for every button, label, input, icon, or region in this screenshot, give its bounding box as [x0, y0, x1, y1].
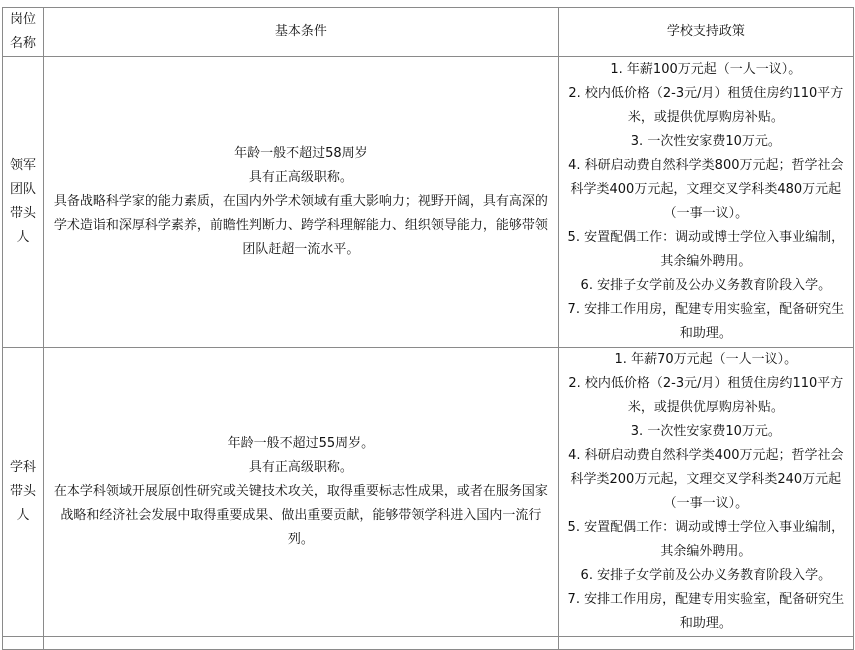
- conditions-cell: [44, 57, 559, 348]
- policy-cell: [558, 57, 853, 348]
- header-conditions: 基本条件: [44, 8, 559, 57]
- policy-item: 7. 安排工作用房，配建专用实验室，配备研究生和助理。: [567, 592, 845, 631]
- empty-cell: [3, 637, 44, 650]
- table-row: [3, 57, 854, 348]
- conditions-cell: [44, 348, 559, 637]
- header-position: 岗位名称: [3, 8, 44, 57]
- table-header-row: [3, 8, 854, 57]
- policy-item: 7. 安排工作用房，配建专用实验室，配备研究生和助理。: [567, 302, 845, 341]
- table-row: [3, 348, 854, 637]
- condition-line: 在本学科领域开展原创性研究或关键技术攻关，取得重要标志性成果，或者在服务国家战略和经济社会发展中取得重要成果、做出重要贡献，能够带领学科进入国内一流行列。: [53, 484, 548, 547]
- policy-item: 3. 一次性安家费10万元。: [630, 424, 781, 439]
- policy-item: 2. 校内低价格（2-3元/月）租赁住房约110平方米，或提供优厚购房补贴。: [568, 376, 844, 415]
- policy-item: 4. 科研启动费自然科学类400万元起；哲学社会科学类200万元起，文理交叉学科类240万元起（一事一议）。: [568, 448, 844, 511]
- table-row-partial: [3, 637, 854, 650]
- condition-line: 具有正高级职称。: [248, 460, 353, 475]
- condition-line: 年龄一般不超过58周岁: [234, 146, 368, 161]
- position-name: 学科带头人: [3, 348, 44, 637]
- empty-cell: [558, 637, 853, 650]
- empty-cell: [44, 637, 559, 650]
- policy-item: 6. 安排子女学前及公办义务教育阶段入学。: [580, 278, 832, 293]
- header-policy: 学校支持政策: [558, 8, 853, 57]
- condition-line: 具有正高级职称。: [248, 170, 353, 185]
- policy-item: 2. 校内低价格（2-3元/月）租赁住房约110平方米，或提供优厚购房补贴。: [568, 86, 844, 125]
- policy-item: 1. 年薪100万元起（一人一议）。: [610, 62, 802, 77]
- position-name: 领军团队带头人: [3, 57, 44, 348]
- policy-item: 3. 一次性安家费10万元。: [630, 134, 781, 149]
- policy-table: [2, 7, 854, 650]
- policy-item: 4. 科研启动费自然科学类800万元起；哲学社会科学类400万元起，文理交叉学科类480万元起（一事一议）。: [568, 158, 844, 221]
- condition-line: 具备战略科学家的能力素质，在国内外学术领域有重大影响力；视野开阔，具有高深的学术造诣和深厚科学素养，前瞻性判断力、跨学科理解能力、组织领导能力，能够带领团队赶超一流水平。: [53, 194, 548, 257]
- policy-item: 1. 年薪70万元起（一人一议）。: [614, 352, 798, 367]
- policy-item: 6. 安排子女学前及公办义务教育阶段入学。: [580, 568, 832, 583]
- policy-cell: [558, 348, 853, 637]
- policy-item: 5. 安置配偶工作：调动或博士学位入事业编制，其余编外聘用。: [567, 230, 845, 269]
- condition-line: 年龄一般不超过55周岁。: [227, 436, 375, 451]
- policy-item: 5. 安置配偶工作：调动或博士学位入事业编制，其余编外聘用。: [567, 520, 845, 559]
